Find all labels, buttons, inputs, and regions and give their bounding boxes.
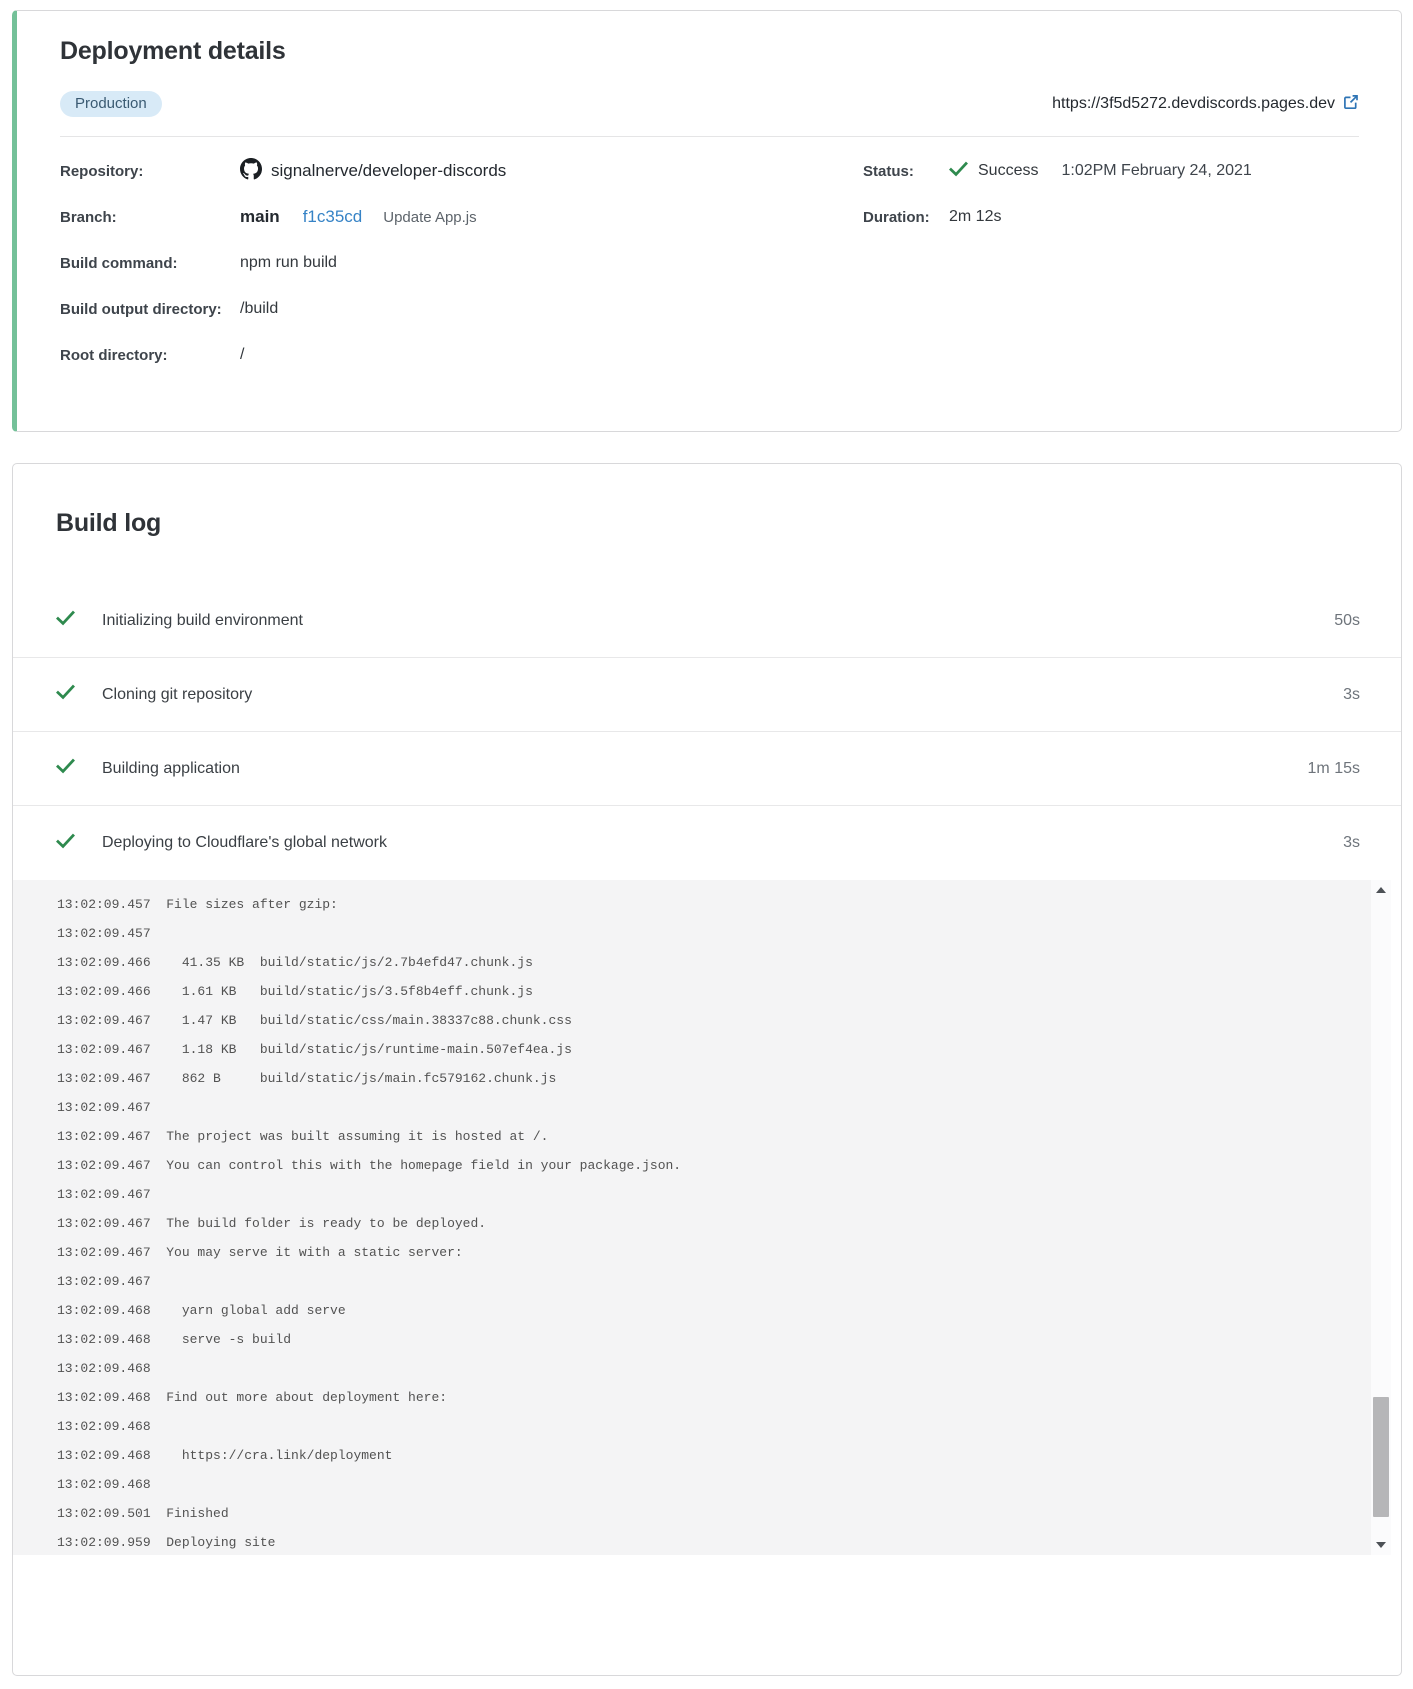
log-line: 13:02:09.457 bbox=[57, 926, 151, 941]
deployment-details-title: Deployment details bbox=[60, 37, 286, 65]
step-label: Initializing build environment bbox=[102, 611, 303, 629]
build-log-card bbox=[12, 463, 1402, 1676]
step-duration: 50s bbox=[1334, 611, 1360, 629]
log-line: 13:02:09.457 File sizes after gzip: bbox=[57, 897, 338, 912]
build-steps-list bbox=[13, 584, 1401, 880]
step-label: Building application bbox=[102, 759, 240, 777]
step-label: Cloning git repository bbox=[102, 685, 253, 703]
log-line: 13:02:09.466 41.35 KB build/static/js/2.7b4efd47.chunk.js bbox=[57, 955, 533, 970]
log-line: 13:02:09.468 bbox=[57, 1361, 151, 1376]
log-line: 13:02:09.467 1.18 KB build/static/js/runtime-main.507ef4ea.js bbox=[57, 1042, 572, 1057]
root-directory-label: Root directory: bbox=[60, 346, 168, 364]
build-log-title: Build log bbox=[56, 509, 162, 537]
branch-label: Branch: bbox=[60, 208, 117, 226]
step-duration: 3s bbox=[1343, 685, 1360, 703]
header-divider bbox=[60, 136, 1359, 137]
branch-value bbox=[240, 207, 477, 227]
log-line: 13:02:09.467 You may serve it with a static server: bbox=[57, 1245, 463, 1260]
repository-value bbox=[240, 158, 506, 185]
deployment-url-link[interactable]: https://3f5d5272.devdiscords.pages.dev bbox=[1052, 95, 1335, 112]
log-line: 13:02:09.467 bbox=[57, 1187, 151, 1202]
log-line: 13:02:09.467 862 B build/static/js/main.fc579162.chunk.js bbox=[57, 1071, 557, 1086]
deployment-details-grid bbox=[60, 148, 1359, 378]
log-line: 13:02:09.501 Finished bbox=[57, 1506, 229, 1521]
step-deploying-to-cloudflare[interactable] bbox=[13, 806, 1401, 880]
log-scrollbar[interactable] bbox=[1371, 880, 1391, 1555]
log-line: 13:02:09.959 Deploying site bbox=[57, 1535, 276, 1550]
build-command-label: Build command: bbox=[60, 254, 178, 272]
commit-message: Update App.js bbox=[383, 209, 477, 226]
step-duration: 1m 15s bbox=[1307, 759, 1360, 777]
environment-badge: Production bbox=[60, 91, 162, 117]
step-check-icon bbox=[56, 833, 75, 854]
deployment-url-wrap bbox=[1052, 94, 1359, 115]
root-directory-value: / bbox=[240, 346, 245, 363]
details-right-column bbox=[863, 148, 1359, 378]
log-line: 13:02:09.467 bbox=[57, 1100, 151, 1115]
build-command-row bbox=[60, 240, 863, 286]
scrollbar-thumb[interactable] bbox=[1373, 1397, 1389, 1517]
success-check-icon bbox=[949, 161, 968, 182]
log-line: 13:02:09.467 You can control this with the homepage field in your package.json. bbox=[57, 1158, 682, 1173]
duration-label: Duration: bbox=[863, 208, 930, 226]
step-duration: 3s bbox=[1343, 834, 1360, 851]
status-row bbox=[863, 148, 1359, 194]
scroll-down-arrow-icon[interactable] bbox=[1371, 1535, 1391, 1555]
status-label: Status: bbox=[863, 162, 914, 180]
step-initializing-build-environment[interactable] bbox=[13, 584, 1401, 658]
build-output-directory-row bbox=[60, 286, 863, 332]
branch-row bbox=[60, 194, 863, 240]
root-directory-row bbox=[60, 332, 863, 378]
log-line: 13:02:09.468 https://cra.link/deployment bbox=[57, 1448, 393, 1463]
external-link-icon[interactable] bbox=[1343, 94, 1359, 115]
build-output-directory-value: /build bbox=[240, 300, 279, 317]
log-line: 13:02:09.468 Find out more about deployment here: bbox=[57, 1390, 448, 1405]
log-line: 13:02:09.468 serve -s build bbox=[57, 1332, 292, 1347]
log-line: 13:02:09.467 The project was built assuming it is hosted at /. bbox=[57, 1129, 549, 1144]
status-timestamp: 1:02PM February 24, 2021 bbox=[1061, 162, 1252, 179]
repository-name: signalnerve/developer-discords bbox=[271, 161, 507, 180]
github-icon bbox=[240, 158, 262, 185]
build-log-output[interactable] bbox=[13, 880, 1391, 1555]
step-cloning-git-repository[interactable] bbox=[13, 658, 1401, 732]
duration-row bbox=[863, 194, 1359, 240]
log-line: 13:02:09.467 The build folder is ready to be deployed. bbox=[57, 1216, 487, 1231]
step-label: Deploying to Cloudflare's global network bbox=[102, 834, 387, 851]
commit-hash-link[interactable]: f1c35cd bbox=[302, 207, 363, 226]
log-line: 13:02:09.468 bbox=[57, 1477, 151, 1492]
log-line: 13:02:09.468 bbox=[57, 1419, 151, 1434]
log-line: 13:02:09.467 bbox=[57, 1274, 151, 1289]
step-check-icon bbox=[56, 610, 75, 631]
build-output-directory-label: Build output directory: bbox=[60, 300, 222, 318]
step-check-icon bbox=[56, 684, 75, 705]
duration-value: 2m 12s bbox=[949, 208, 1002, 225]
log-line: 13:02:09.468 yarn global add serve bbox=[57, 1303, 346, 1318]
build-command-value: npm run build bbox=[240, 254, 337, 271]
repository-row bbox=[60, 148, 863, 194]
branch-name: main bbox=[240, 207, 280, 226]
log-line: 13:02:09.467 1.47 KB build/static/css/main.38337c88.chunk.css bbox=[57, 1013, 572, 1028]
repository-label: Repository: bbox=[60, 162, 144, 180]
status-value bbox=[949, 161, 1252, 182]
log-lines bbox=[13, 880, 1391, 1555]
step-building-application[interactable] bbox=[13, 732, 1401, 806]
details-left-column bbox=[60, 148, 863, 378]
badge-row bbox=[60, 91, 1359, 117]
deployment-details-card bbox=[12, 10, 1402, 432]
step-check-icon bbox=[56, 758, 75, 779]
scroll-up-arrow-icon[interactable] bbox=[1371, 880, 1391, 900]
status-text: Success bbox=[978, 162, 1039, 179]
log-line: 13:02:09.466 1.61 KB build/static/js/3.5f8b4eff.chunk.js bbox=[57, 984, 533, 999]
